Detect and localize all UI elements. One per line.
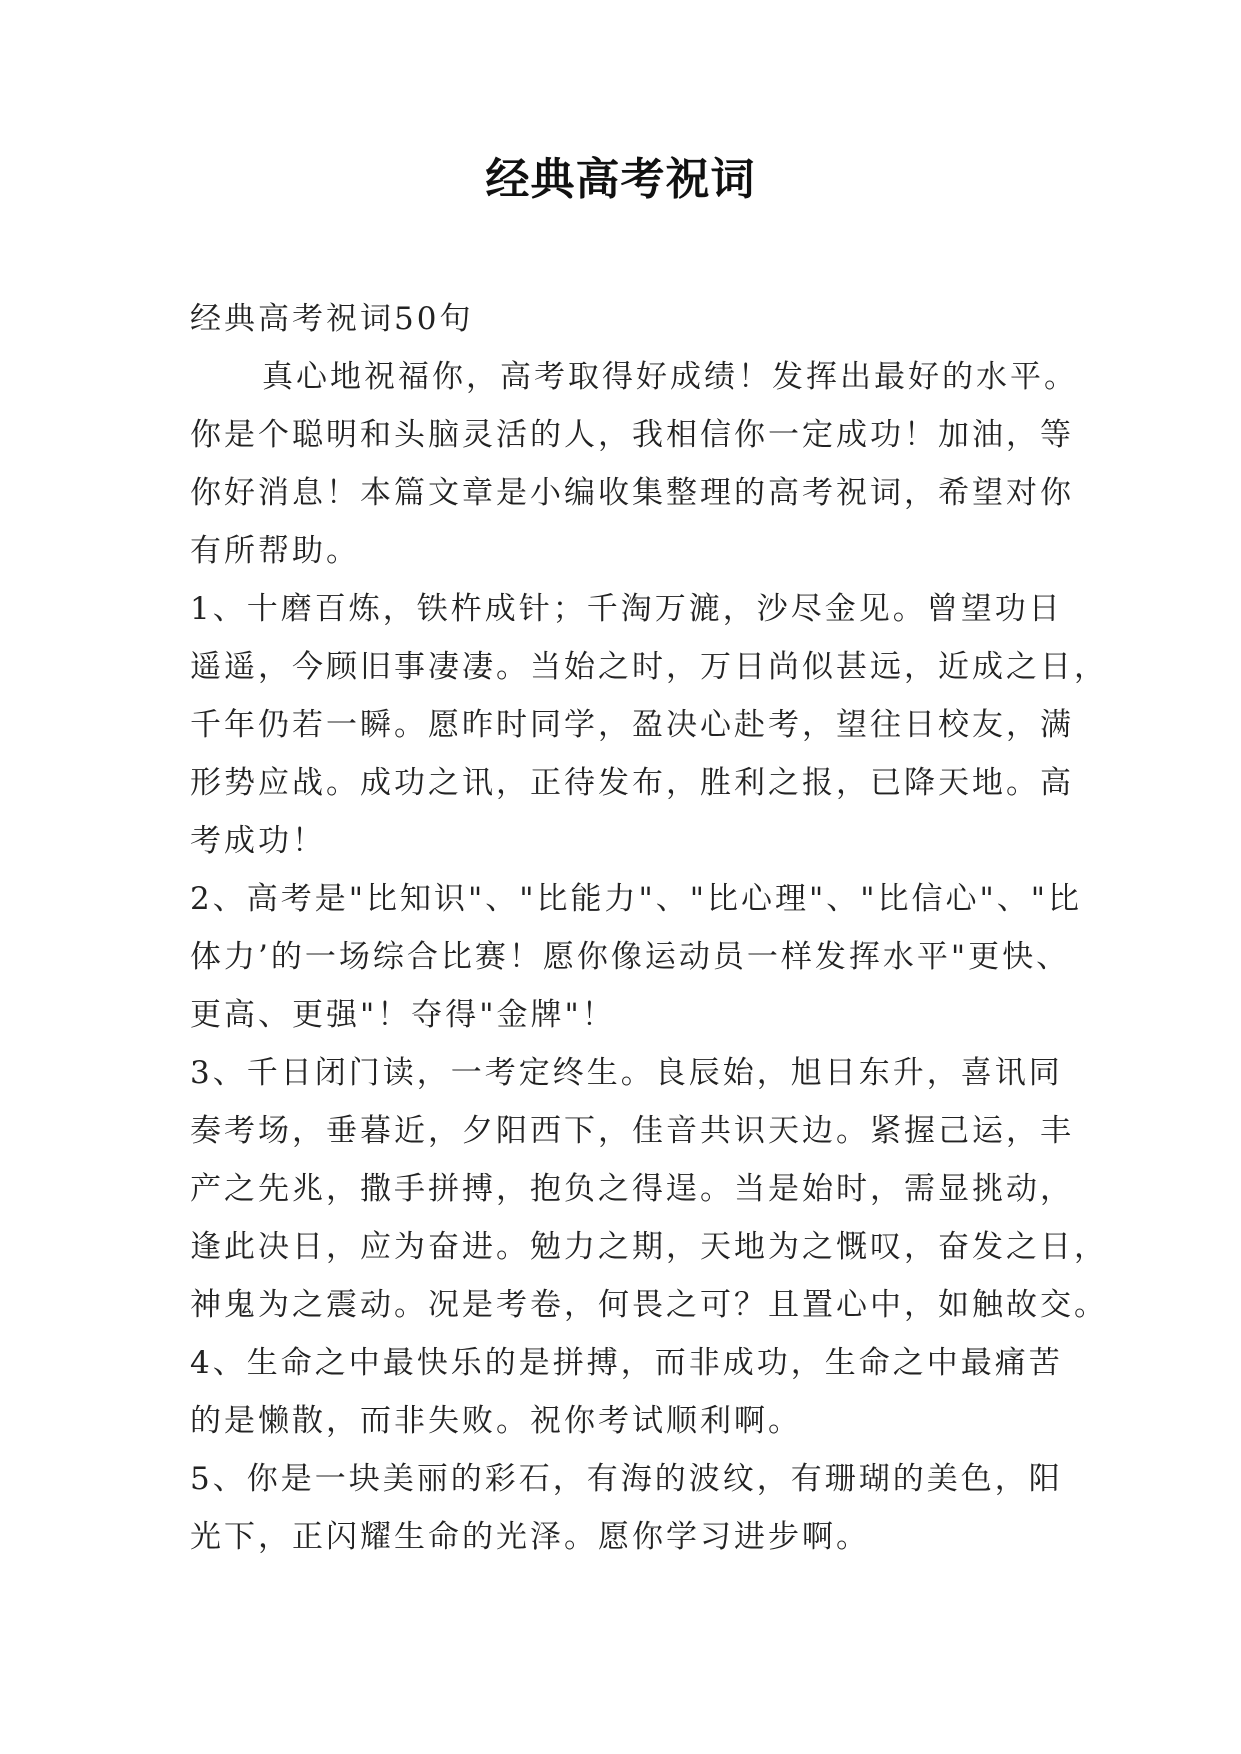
blessing-3-line: 奏考场，垂暮近，夕阳西下，佳音共识天边。紧握己运，丰 xyxy=(190,1113,1074,1149)
blessing-1-line: 1、十磨百炼，铁杵成针；千淘万漉，沙尽金见。曾望功日 xyxy=(190,591,1063,627)
blessing-2-line: 2、高考是"比知识"、"比能力"、"比心理"、"比信心"、"比 xyxy=(190,881,1083,917)
blessing-3-line: 产之先兆，撒手拼搏，抱负之得逞。当是始时，需显挑动， xyxy=(190,1171,1074,1207)
blessing-3-line: 逢此决日，应为奋进。勉力之期，天地为之慨叹，奋发之日， xyxy=(190,1229,1108,1265)
blessing-1-line: 形势应战。成功之讯，正待发布，胜利之报，已降天地。高 xyxy=(190,765,1074,801)
subtitle-line: 经典高考祝词50句 xyxy=(190,301,474,337)
blessing-1-line: 遥遥，今顾旧事凄凄。当始之时，万日尚似甚远，近成之日， xyxy=(190,649,1108,685)
intro-line: 真心地祝福你，高考取得好成绩！发挥出最好的水平。 xyxy=(262,359,1078,395)
intro-line: 你是个聪明和头脑灵活的人，我相信你一定成功！加油，等 xyxy=(190,417,1074,453)
blessing-4-line: 的是懒散，而非失败。祝你考试顺利啊。 xyxy=(190,1403,802,1439)
intro-line: 你好消息！本篇文章是小编收集整理的高考祝词，希望对你 xyxy=(190,475,1074,511)
blessing-2-line: 更高、更强"！夺得"金牌"！ xyxy=(190,997,616,1033)
intro-line: 有所帮助。 xyxy=(190,533,360,569)
blessing-5-line: 光下，正闪耀生命的光泽。愿你学习进步啊。 xyxy=(190,1519,870,1555)
blessing-4-line: 4、生命之中最快乐的是拼搏，而非成功，生命之中最痛苦 xyxy=(190,1345,1063,1381)
blessing-3-line: 神鬼为之震动。况是考卷，何畏之可？且置心中，如触故交。 xyxy=(190,1287,1108,1323)
blessing-5-line: 5、你是一块美丽的彩石，有海的波纹，有珊瑚的美色，阳 xyxy=(190,1461,1063,1497)
document-body xyxy=(190,290,1108,1566)
blessing-1-line: 千年仍若一瞬。愿昨时同学，盈决心赴考，望往日校友，满 xyxy=(190,707,1074,743)
blessing-2-line: 体力’的一场综合比赛！愿你像运动员一样发挥水平"更快、 xyxy=(190,939,1071,975)
blessing-3-line: 3、千日闭门读，一考定终生。良辰始，旭日东升，喜讯同 xyxy=(190,1055,1063,1091)
blessing-1-line: 考成功！ xyxy=(190,823,326,859)
document-title: 经典高考祝词 xyxy=(485,154,756,205)
